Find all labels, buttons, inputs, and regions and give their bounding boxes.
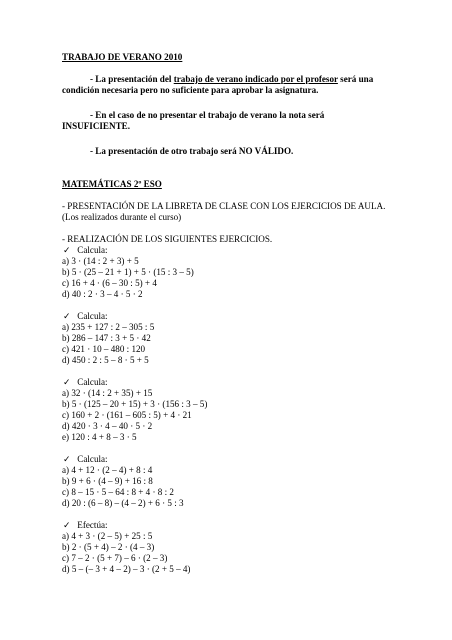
exercise-line: a) 235 + 127 : 2 – 305 : 5 bbox=[62, 322, 155, 332]
exercise-heading-label: Calcula: bbox=[77, 245, 108, 255]
exercise-line: a) 32 · (14 : 2 + 35) + 15 bbox=[62, 388, 153, 398]
checkmark-icon: ✓ bbox=[63, 454, 71, 464]
exercise-line: d) 20 : (6 – 8) – (4 – 2) + 6 · 5 : 3 bbox=[62, 498, 184, 508]
rule-1-end: será una condición necesaria pero no suficiente para aprobar la asignatura. bbox=[62, 74, 374, 95]
item-exercises: - REALIZACIÓN DE LOS SIGUIENTES EJERCICIOS. bbox=[62, 234, 273, 244]
subject-title: MATEMÁTICAS 2º ESO bbox=[62, 179, 162, 189]
item-notebook: - PRESENTACIÓN DE LA LIBRETA DE CLASE CON LOS EJERCICIOS DE AULA. (Los realizados durante el curso) bbox=[62, 201, 386, 222]
rule-3: - La presentación de otro trabajo será NO VÁLIDO. bbox=[90, 146, 294, 156]
exercise-heading-label: Calcula: bbox=[77, 454, 108, 464]
exercise-block-3 bbox=[62, 377, 392, 443]
exercise-line: c) 160 + 2 · (161 – 605 : 5) + 4 · 21 bbox=[62, 410, 192, 420]
exercise-line: a) 4 + 3 · (2 – 5) + 25 : 5 bbox=[62, 531, 153, 541]
rule-1-underlined: trabajo de verano indicado por el profesor bbox=[173, 74, 338, 84]
exercise-line: d) 40 : 2 · 3 – 4 · 5 · 2 bbox=[62, 289, 143, 299]
exercise-line: c) 8 – 15 · 5 – 64 : 8 + 4 · 8 : 2 bbox=[62, 487, 174, 497]
document-title: TRABAJO DE VERANO 2010 bbox=[62, 52, 183, 62]
exercise-heading-label: Calcula: bbox=[77, 377, 108, 387]
checkmark-icon: ✓ bbox=[63, 245, 71, 255]
exercise-block-2 bbox=[62, 311, 392, 366]
exercise-block-1 bbox=[62, 245, 392, 300]
exercise-line: b) 2 · (5 + 4) – 2 · (4 – 3) bbox=[62, 542, 155, 552]
exercise-heading bbox=[62, 520, 392, 531]
exercise-block-4 bbox=[62, 454, 392, 509]
exercise-line: b) 286 – 147 : 3 + 5 · 42 bbox=[62, 333, 151, 343]
exercise-line: c) 7 – 2 · (5 + 7) – 6 · (2 – 3) bbox=[62, 553, 168, 563]
exercise-block-5 bbox=[62, 520, 392, 575]
exercise-line: b) 9 + 6 · (4 – 9) + 16 : 8 bbox=[62, 476, 153, 486]
checkmark-icon: ✓ bbox=[63, 377, 71, 387]
exercise-heading-label: Calcula: bbox=[77, 311, 108, 321]
exercise-line: c) 421 · 10 – 480 : 120 bbox=[62, 344, 146, 354]
exercise-line: d) 420 · 3 · 4 – 40 · 5 · 2 bbox=[62, 421, 153, 431]
exercise-heading bbox=[62, 245, 392, 256]
exercise-heading bbox=[62, 454, 392, 465]
exercise-line: b) 5 · (25 – 21 + 1) + 5 · (15 : 3 – 5) bbox=[62, 267, 194, 277]
exercise-heading bbox=[62, 311, 392, 322]
exercise-line: d) 450 : 2 : 5 – 8 · 5 + 5 bbox=[62, 355, 149, 365]
rule-1 bbox=[62, 74, 392, 96]
checkmark-icon: ✓ bbox=[63, 311, 71, 321]
checkmark-icon: ✓ bbox=[63, 520, 71, 530]
exercise-line: b) 5 · (125 – 20 + 15) + 3 · (156 : 3 – 5) bbox=[62, 399, 208, 409]
exercise-line: c) 16 + 4 · (6 – 30 : 5) + 4 bbox=[62, 278, 157, 288]
exercise-heading bbox=[62, 377, 392, 388]
exercise-heading-label: Efectúa: bbox=[77, 520, 108, 530]
document-page bbox=[62, 52, 392, 575]
exercise-line: d) 5 – (– 3 + 4 – 2) – 3 · (2 + 5 – 4) bbox=[62, 564, 191, 574]
exercise-line: e) 120 : 4 + 8 – 3 · 5 bbox=[62, 432, 137, 442]
exercise-line: a) 3 · (14 : 2 + 3) + 5 bbox=[62, 256, 139, 266]
exercise-line: a) 4 + 12 · (2 – 4) + 8 : 4 bbox=[62, 465, 153, 475]
rule-1-start: - La presentación del bbox=[90, 74, 174, 84]
rule-2: - En el caso de no presentar el trabajo de verano la nota será INSUFICIENTE. bbox=[62, 110, 325, 131]
